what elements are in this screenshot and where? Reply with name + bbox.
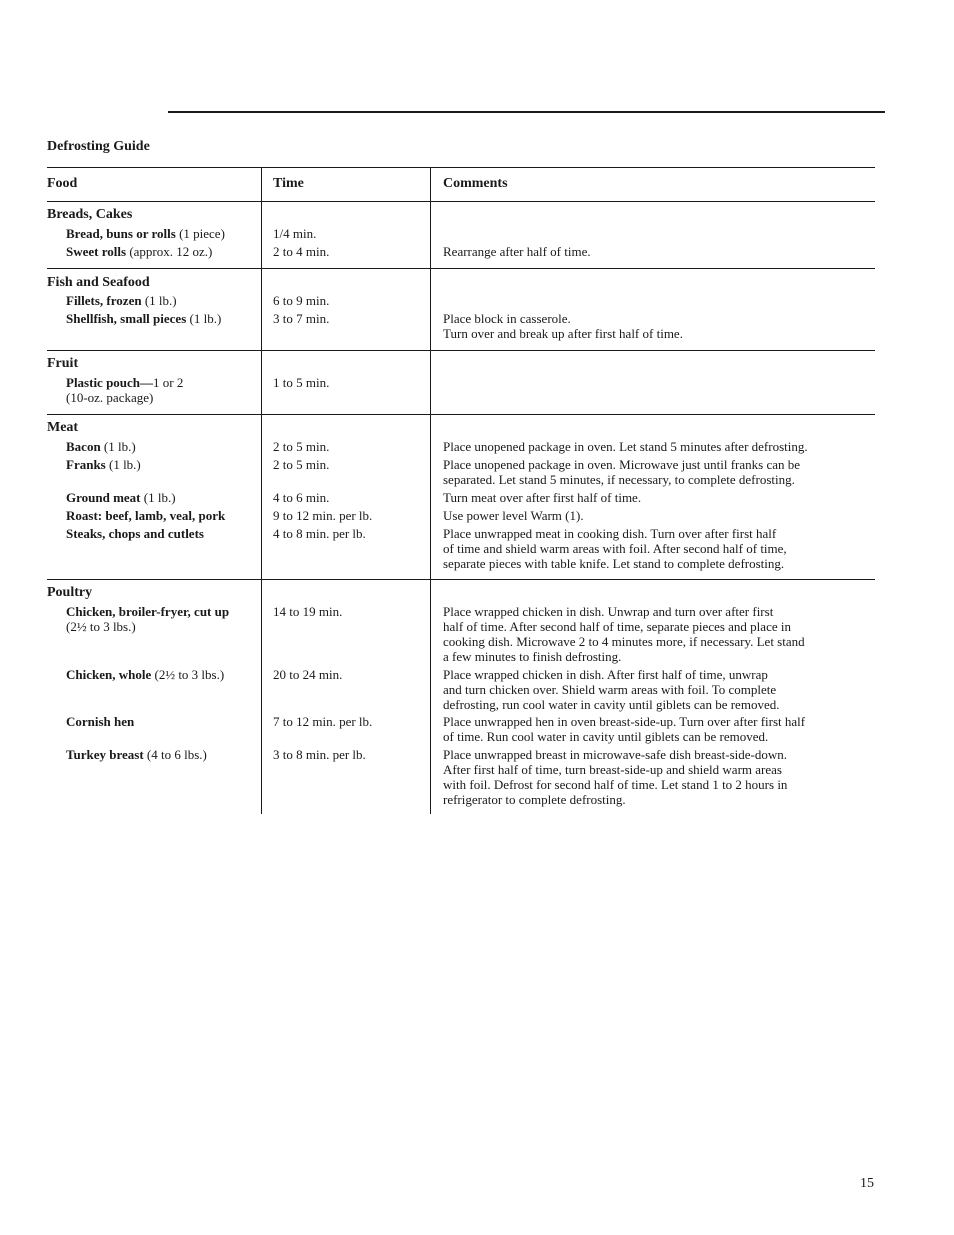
food-item: Fillets, frozen (1 lb.) — [66, 293, 177, 308]
food-item: Steaks, chops and cutlets — [66, 526, 204, 541]
food-item: Chicken, whole (2½ to 3 lbs.) — [66, 667, 225, 682]
col-header-food: Food — [47, 176, 78, 191]
food-item: Plastic pouch—1 or 2 — [66, 375, 184, 390]
table-rule-section — [47, 414, 875, 415]
category-heading: Meat — [47, 420, 79, 435]
time-cell: 2 to 4 min. — [273, 244, 330, 259]
comment-cell: Place unopened package in oven. Microwave just until franks can be — [443, 457, 801, 472]
table-rule-section — [47, 350, 875, 351]
comment-cell: Place unopened package in oven. Let stand 5 minutes after defrosting. — [443, 439, 808, 454]
food-item: Shellfish, small pieces (1 lb.) — [66, 311, 222, 326]
comment-cell: cooking dish. Microwave 2 to 4 minutes more, if necessary. Let stand — [443, 634, 805, 649]
col-header-comments: Comments — [443, 176, 508, 191]
category-heading: Fruit — [47, 356, 79, 371]
table-rule-top — [47, 167, 875, 168]
comment-cell: Place wrapped chicken in dish. After first half of time, unwrap — [443, 667, 768, 682]
time-cell: 1/4 min. — [273, 226, 317, 241]
time-cell: 7 to 12 min. per lb. — [273, 714, 373, 729]
table-col-divider — [430, 167, 431, 814]
comment-cell: separated. Let stand 5 minutes, if necessary, to complete defrosting. — [443, 472, 795, 487]
food-item: Ground meat (1 lb.) — [66, 490, 176, 505]
time-cell: 9 to 12 min. per lb. — [273, 508, 373, 523]
comment-cell: with foil. Defrost for second half of time. Let stand 1 to 2 hours in — [443, 777, 788, 792]
comment-cell: Place block in casserole. — [443, 311, 571, 326]
comment-cell: Place wrapped chicken in dish. Unwrap and turn over after first — [443, 604, 774, 619]
table-rule-section — [47, 579, 875, 580]
comment-cell: defrosting, run cool water in cavity until giblets can be removed. — [443, 697, 780, 712]
category-heading: Poultry — [47, 585, 93, 600]
comment-cell: a few minutes to finish defrosting. — [443, 649, 622, 664]
time-cell: 4 to 8 min. per lb. — [273, 526, 366, 541]
top-rule — [168, 111, 885, 113]
food-item: Roast: beef, lamb, veal, pork — [66, 508, 226, 523]
time-cell: 4 to 6 min. — [273, 490, 330, 505]
comment-cell: half of time. After second half of time, separate pieces and place in — [443, 619, 791, 634]
comment-cell: Place unwrapped meat in cooking dish. Turn over after first half — [443, 526, 777, 541]
comment-cell: Use power level Warm (1). — [443, 508, 584, 523]
comment-cell: Turn meat over after first half of time. — [443, 490, 642, 505]
food-item: Cornish hen — [66, 714, 135, 729]
page-number: 15 — [860, 1176, 874, 1191]
food-item: Sweet rolls (approx. 12 oz.) — [66, 244, 213, 259]
food-item: Bacon (1 lb.) — [66, 439, 136, 454]
comment-cell: Rearrange after half of time. — [443, 244, 591, 259]
food-item-qty: (10-oz. package) — [66, 390, 154, 405]
comment-cell: separate pieces with table knife. Let stand to complete defrosting. — [443, 556, 785, 571]
comment-cell: Turn over and break up after first half of time. — [443, 326, 683, 341]
time-cell: 3 to 8 min. per lb. — [273, 747, 366, 762]
table-rule-header — [47, 201, 875, 202]
category-heading: Fish and Seafood — [47, 275, 150, 290]
time-cell: 2 to 5 min. — [273, 439, 330, 454]
food-item: Chicken, broiler-fryer, cut up — [66, 604, 230, 619]
comment-cell: Place unwrapped breast in microwave-safe dish breast-side-down. — [443, 747, 788, 762]
food-item: Turkey breast (4 to 6 lbs.) — [66, 747, 207, 762]
table-rule-section — [47, 268, 875, 269]
comment-cell: After first half of time, turn breast-side-up and shield warm areas — [443, 762, 782, 777]
comment-cell: refrigerator to complete defrosting. — [443, 792, 626, 807]
time-cell: 3 to 7 min. — [273, 311, 330, 326]
time-cell: 20 to 24 min. — [273, 667, 343, 682]
table-col-divider — [261, 167, 262, 814]
food-item: Franks (1 lb.) — [66, 457, 141, 472]
food-item: Bread, buns or rolls (1 piece) — [66, 226, 225, 241]
comment-cell: of time. Run cool water in cavity until giblets can be removed. — [443, 729, 769, 744]
time-cell: 2 to 5 min. — [273, 457, 330, 472]
category-heading: Breads, Cakes — [47, 207, 133, 222]
col-header-time: Time — [273, 176, 304, 191]
guide-title: Defrosting Guide — [47, 139, 150, 154]
time-cell: 14 to 19 min. — [273, 604, 343, 619]
time-cell: 6 to 9 min. — [273, 293, 330, 308]
comment-cell: and turn chicken over. Shield warm areas with foil. To complete — [443, 682, 777, 697]
comment-cell: of time and shield warm areas with foil. After second half of time, — [443, 541, 787, 556]
comment-cell: Place unwrapped hen in oven breast-side-up. Turn over after first half — [443, 714, 806, 729]
food-item-qty: (2½ to 3 lbs.) — [66, 619, 136, 634]
time-cell: 1 to 5 min. — [273, 375, 330, 390]
